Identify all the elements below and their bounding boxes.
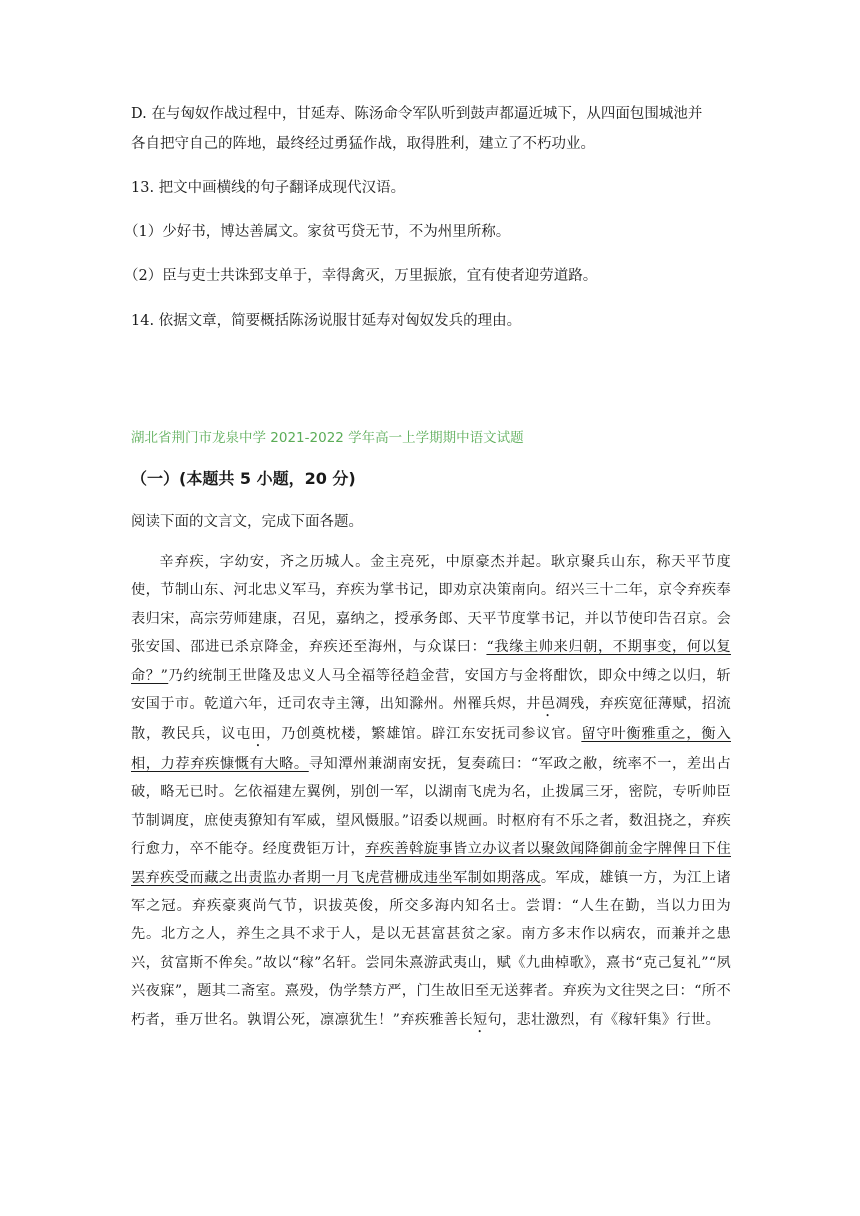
dotted-word-yi: 邑 [540, 696, 556, 713]
passage-text: 寻知潭州兼湖南安抚，复奏疏曰：“军政之敝，统率不一，差出占破，略无已时。乞依福建左翼例，别创一军，以湖南飞虎为名，止拨属三牙，密院，专听帅臣节制调度，庶使夷獠知有军威，望风慑服。”诏委以规画。时枢府有不乐之者，数沮挠之，弃疾行愈力，卒不能夺。经度费钜万计， [131, 756, 731, 858]
passage-text: 。军成，雄镇一方，为江上诸军之冠。弃疾豪爽尚气节，识拔英俊，所交多海内知名士。尝谓：“人生在勤，当以力田为先。北方之人，养生之具不求于人，是以无甚富甚贫之家。南方多末作以病农，而兼并之患兴，贫富斯不侔矣。”故以“稼”名轩。尝同朱熹游武夷山，赋《九曲棹歌》，熹书“克己复礼”“夙兴夜寐”，题其二斋室。熹殁，伪学禁方严，门生故旧至无送葬者。弃疾为文往哭之曰：“所不朽者，垂万世名。孰谓公死，凛凛犹生！”弃疾雅善长 [131, 869, 731, 1028]
option-d-line-1: D. 在与匈奴作战过程中，甘延寿、陈汤命令军队听到鼓声都逼近城下，从四面包围城池并 [131, 106, 703, 122]
underlined-sentence-3: 弃疾善斡旋事皆立办议者以聚敛闻降御前金字牌俾日下住罢弃疾受而藏之出责监办者期一月飞虎营栅成违坐军制如期落成 [131, 841, 731, 886]
passage-text: 辛弃疾，字幼安，齐之历城人。金主亮死，中原豪杰并起。耿京聚兵山东，称天平节度 [159, 554, 731, 570]
dotted-word-duan: 短 [472, 1011, 488, 1028]
passage-text: 使，节制山东、河北忠义军马，弃疾为掌书记，即劝京决策南向。绍兴三十二年，京令弃疾奉表归宋，高宗劳师建康，召见，嘉纳之，授承务郎、天平节度掌书记，并以节使印告召京。会张安国、邵进已杀京降金，弃疾还至海州，与众谋曰： [131, 582, 731, 656]
underlined-sentence-2: 留守叶衡雅重之，衡入相，力荐弃疾慷慨有大略。 [131, 726, 731, 773]
passage-text: 乃约统制王世隆及忠义人马全福等径趋金营，安国方与金将酣饮，即众中缚之以归，斩安国于市。乾道六年，迁司农寺主簿，出知滁州。州罹兵烬，井 [131, 667, 731, 713]
reading-instruction: 阅读下面的文言文，完成下面各题。 [131, 514, 363, 530]
passage-text: 句，悲壮激烈，有《稼轩集》行世。 [487, 1011, 721, 1028]
dotted-word-tian: 田 [251, 726, 267, 743]
passage-text: 凋残，弃疾宽征薄赋，招流散，教民兵，议屯 [131, 696, 731, 743]
source-title: 湖北省荆门市龙泉中学 2021-2022 学年高一上学期期中语文试题 [131, 430, 524, 446]
question-14-stem: 14. 依据文章，简要概括陈汤说服甘延寿对匈奴发兵的理由。 [131, 313, 522, 329]
question-13-item-2: （2）臣与吏士共诛郅支单于，幸得禽灭，万里振旅，宜有使者迎劳道路。 [124, 268, 598, 284]
classical-passage [131, 548, 731, 1036]
option-d-line-2: 各自把守自己的阵地，最终经过勇猛作战，取得胜利，建立了不朽功业。 [131, 136, 595, 152]
question-13-item-1: （1）少好书，博达善属文。家贫丐贷无节，不为州里所称。 [124, 224, 511, 240]
passage-text: ，乃创奠枕楼，繁雄馆。辟江东安抚司参议官。 [266, 726, 582, 743]
underlined-sentence-1: “我缘主帅来归朝，不期事变，何以复命？” [131, 639, 731, 684]
section-title: （一）(本题共 5 小题，20 分) [131, 469, 356, 488]
question-13-stem: 13. 把文中画横线的句子翻译成现代汉语。 [131, 180, 406, 196]
